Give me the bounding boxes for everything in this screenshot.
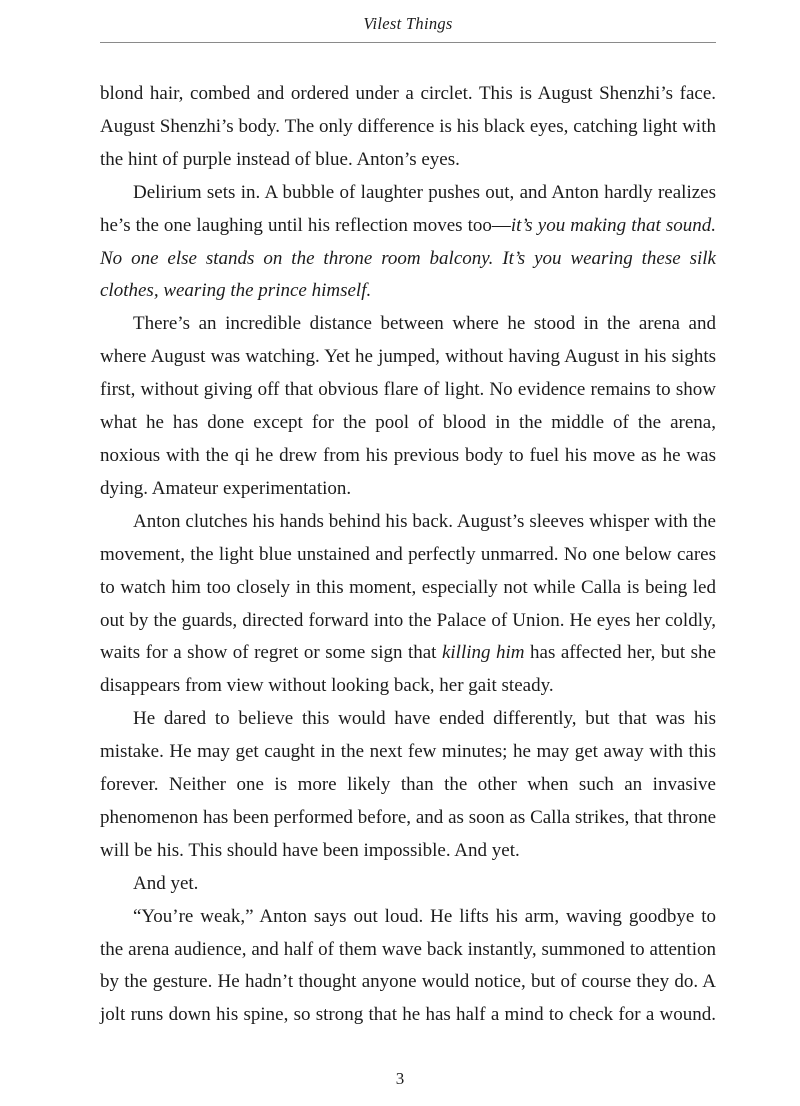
paragraph-text: He dared to believe this would have ended differently, but that was his mistake. He may get caught in the next few minutes; he may get away with this forever. Neither one is more likely than the other when such an invasive phenomenon has been performed before, and as soon as Calla strikes, that throne will be his. This should have been impossible. And yet.	[100, 708, 716, 861]
running-header	[100, 0, 716, 43]
paragraph-text: There’s an incredible distance between where he stood in the arena and where August was watching. Yet he jumped, without having August in his sights first, without giving off that obvious flare of light. No evidence remains to show what he has done except for the pool of blood in the middle of the arena, noxious with the qi he drew from his previous body to fuel his move as he was dying. Amateur experimentation.	[100, 313, 716, 499]
paragraph-2	[100, 177, 716, 309]
paragraph-text: And yet.	[133, 872, 199, 894]
paragraph-text: blond hair, combed and ordered under a circlet. This is August Shenzhi’s face. August Shenzhi’s body. The only difference is his black eyes, catching light with the hint of purple instead of blue. Anton’s eyes.	[100, 83, 716, 170]
page-body	[100, 78, 716, 1032]
paragraph-text: has affected her, but she disappears from view without looking back, her gait steady.	[100, 642, 716, 697]
paragraph-6	[100, 868, 716, 901]
paragraph-text: Anton clutches his hands behind his back. August’s sleeves whisper with the movement, the light blue unstained and perfectly unmarred. No one below cares to watch him too closely in this moment, especially not while Calla is being led out by the guards, directed forward into the Palace of Union. He eyes her coldly, waits for a show of regret or some sign that	[100, 510, 716, 664]
paragraph-text: Delirium sets in. A bubble of laughter pushes out, and Anton hardly realizes he’s the one laughing until his reflection moves too—	[100, 181, 716, 236]
book-title: Vilest Things	[363, 14, 453, 33]
paragraph-5	[100, 703, 716, 868]
paragraph-text: “You’re weak,” Anton says out loud. He lifts his arm, waving goodbye to the arena audience, and half of them wave back instantly, summoned to attention by the gesture. He hadn’t thought anyone would notice, but of course they do. A jolt runs down his spine, so strong that he has half a mind to check for a wound.	[100, 905, 716, 1026]
paragraph-3	[100, 308, 716, 505]
italic-phrase: killing him	[441, 642, 525, 664]
paragraph-1	[100, 78, 716, 177]
paragraph-7	[100, 901, 716, 1033]
paragraph-4	[100, 506, 716, 703]
italic-thought: it’s you making that sound. No one else stands on the throne room balcony. It’s you wearing these silk clothes, wearing the prince himself.	[100, 214, 716, 302]
page-number: 3	[395, 1069, 405, 1088]
